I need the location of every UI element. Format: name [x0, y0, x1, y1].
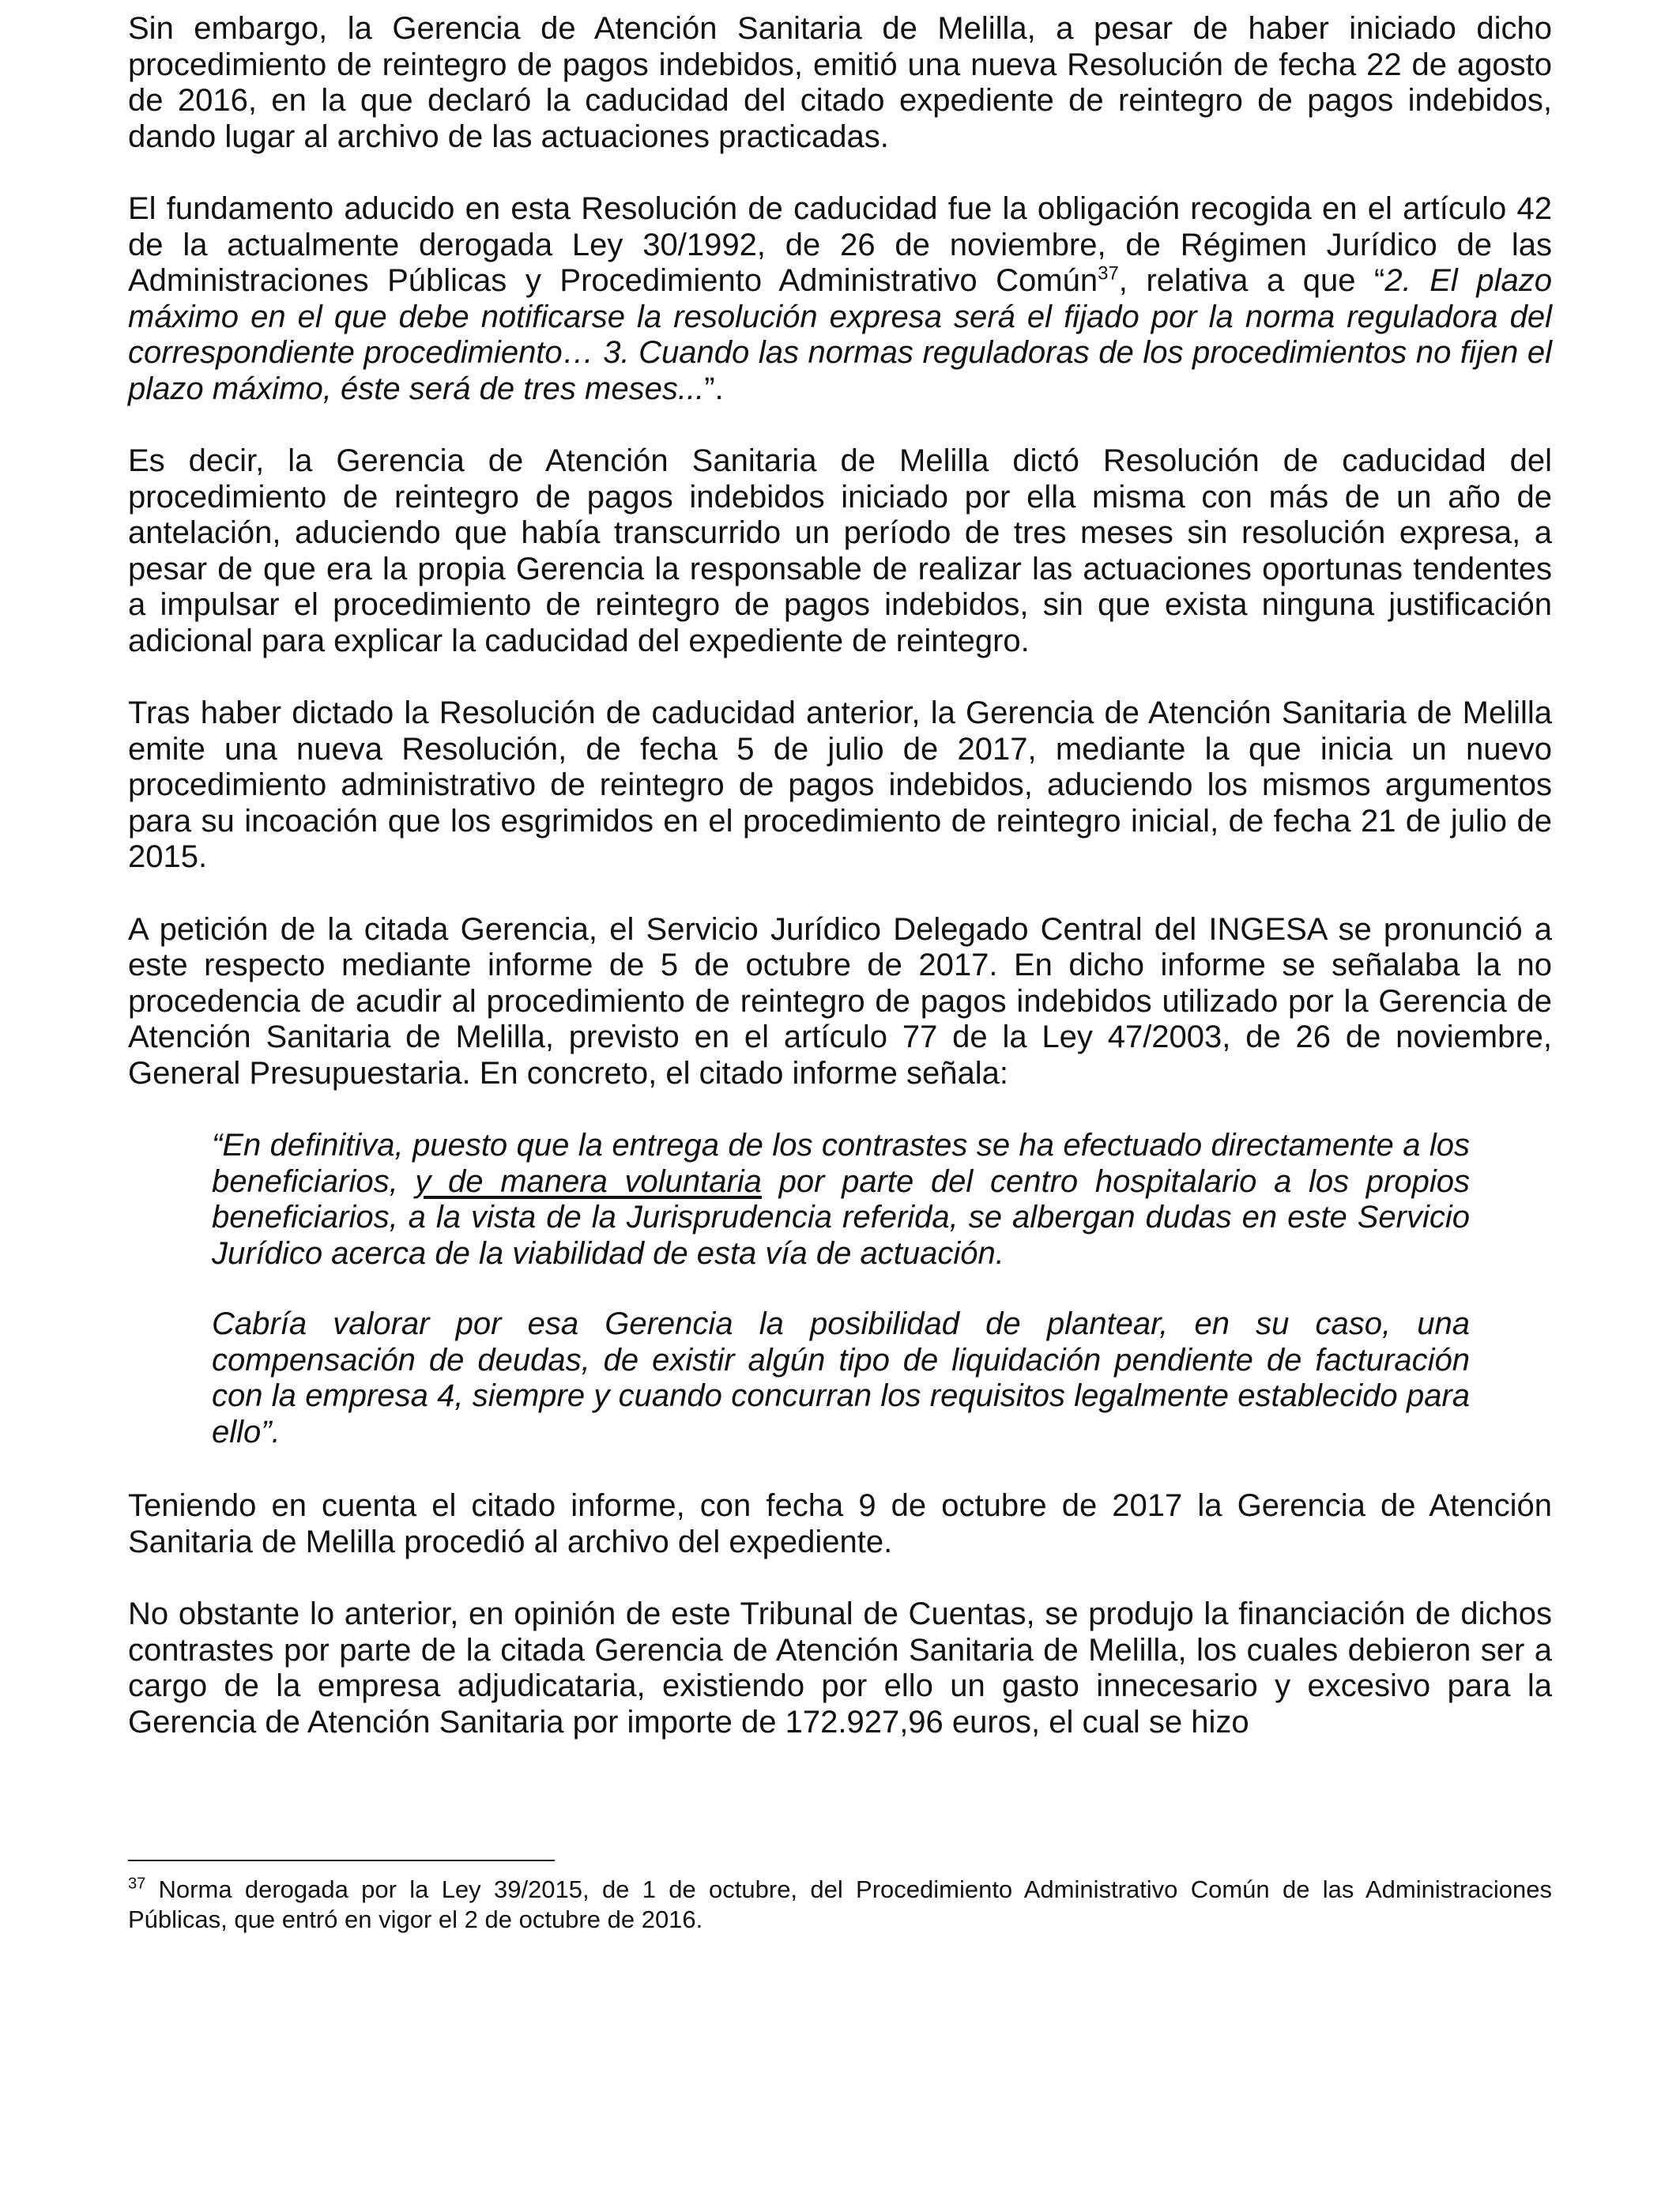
footnote — [128, 1875, 1552, 1935]
paragraph-fundamento-text-c: ”. — [704, 371, 724, 406]
footnote-reference[interactable]: 37 — [1098, 262, 1119, 285]
paragraph-fundamento-text: El fundamento aducido en esta Resolución de caducidad fue la obligación recogida en el artículo 42 de la actualmente derogada Ley 30/1992, de 26 de noviembre, de Régimen Jurídico de las Administraciones Públicas y Procedimiento Administrativo Común — [128, 191, 1552, 298]
block-quote-1-text-b: por parte del centro hospitalario a los propios beneficiarios, a la vista de la Jurisprudencia referida, se albergan dudas en este Servicio Jurídico acerca de la viabilidad de esta vía de actuación. — [212, 1163, 1470, 1271]
block-quote-1 — [212, 1128, 1470, 1272]
paragraph-fundamento — [128, 191, 1552, 407]
paragraph-nueva-resolucion: Tras haber dictado la Resolución de caducidad anterior, la Gerencia de Atención Sanitaria de Melilla emite una nueva Resolución, de fecha 5 de julio de 2017, mediante la que inicia un nuevo procedimiento administrativo de reintegro de pagos indebidos, aduciendo los mismos argumentos para su incoación que los esgrimidos en el procedimiento de reintegro inicial, de fecha 21 de julio de 2015. — [128, 696, 1552, 874]
paragraph-fundamento-text-b: , relativa a que “ — [1118, 263, 1385, 298]
paragraph-caducidad: Sin embargo, la Gerencia de Atención Sanitaria de Melilla, a pesar de haber iniciado dicho procedimiento de reintegro de pagos indebidos, emitió una nueva Resolución de fecha 22 de agosto de 2016, en la que declaró la caducidad del citado expediente de reintegro de pagos indebidos, dando lugar al archivo de las actuaciones practicadas. — [128, 11, 1552, 154]
paragraph-informe: A petición de la citada Gerencia, el Servicio Jurídico Delegado Central del INGESA se pronunció a este respecto mediante informe de 5 de octubre de 2017. En dicho informe se señalaba la no procedencia de acudir al procedimiento de reintegro de pagos indebidos utilizado por la Gerencia de Atención Sanitaria de Melilla, previsto en el artículo 77 de la Ley 47/2003, de 26 de noviembre, General Presupuestaria. En concreto, el citado informe señala: — [128, 911, 1552, 1091]
block-quote-1-text: “En definitiva, puesto que la entrega de los contrastes se ha efectuado directamente a los beneficiarios, — [212, 1128, 1470, 1199]
footnote-number: 37 — [128, 1875, 146, 1893]
block-quote-2: Cabría valorar por esa Gerencia la posibilidad de plantear, en su caso, una compensación de deudas, de existir algún tipo de liquidación pendiente de facturación con la empresa 4, siempre y cuando concurran los requisitos legalmente establecido para ello”. — [212, 1306, 1470, 1449]
paragraph-tribunal: No obstante lo anterior, en opinión de este Tribunal de Cuentas, se produjo la financiación de dichos contrastes por parte de la citada Gerencia de Atención Sanitaria de Melilla, los cuales debieron ser a cargo de la empresa adjudicataria, existiendo por ello un gasto innecesario y excesivo para la Gerencia de Atención Sanitaria por importe de 172.927,96 euros, el cual se hizo — [128, 1596, 1552, 1740]
underlined-phrase: y de manera voluntaria — [415, 1163, 762, 1199]
footnote-separator — [128, 1860, 555, 1861]
footnote-text: Norma derogada por la Ley 39/2015, de 1 de octubre, del Procedimiento Administrativo Común de las Administraciones Públicas, que entró en vigor el 2 de octubre de 2016. — [128, 1875, 1552, 1933]
legal-quote-italic: 2. El plazo máximo en el que debe notificarse la resolución expresa será el fijado por la norma reguladora del correspondiente procedimiento… 3. Cuando las normas reguladoras de los procedimientos no fijen el plazo máximo, éste será de tres meses... — [128, 263, 1552, 406]
document-body — [128, 11, 1552, 1740]
paragraph-archivo: Teniendo en cuenta el citado informe, con fecha 9 de octubre de 2017 la Gerencia de Atención Sanitaria de Melilla procedió al archivo del expediente. — [128, 1488, 1552, 1559]
paragraph-es-decir: Es decir, la Gerencia de Atención Sanitaria de Melilla dictó Resolución de caducidad del procedimiento de reintegro de pagos indebidos iniciado por ella misma con más de un año de antelación, aduciendo que había transcurrido un período de tres meses sin resolución expresa, a pesar de que era la propia Gerencia la responsable de realizar las actuaciones oportunas tendentes a impulsar el procedimiento de reintegro de pagos indebidos, sin que exista ninguna justificación adicional para explicar la caducidad del expediente de reintegro. — [128, 443, 1552, 658]
